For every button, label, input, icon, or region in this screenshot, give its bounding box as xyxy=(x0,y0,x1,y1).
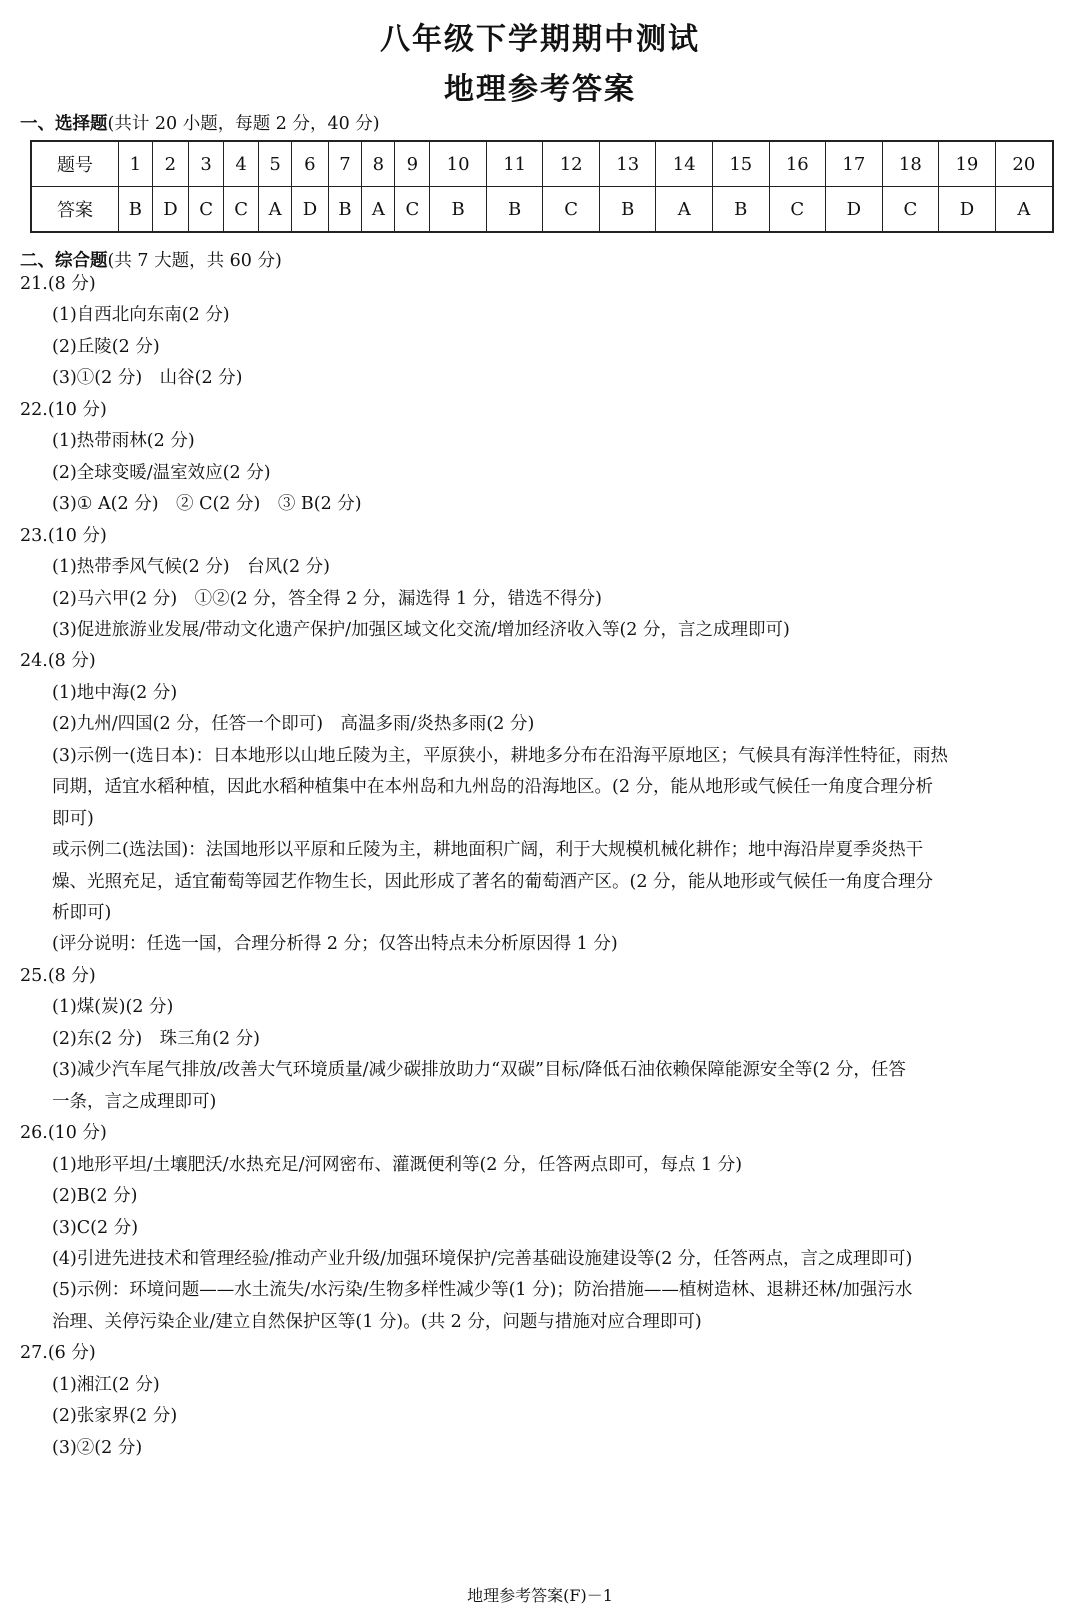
answer-cell: C xyxy=(769,187,826,233)
answer-line: (3)①(2 分) 山谷(2 分) xyxy=(52,368,243,389)
section-choice-heading xyxy=(20,110,380,135)
answer-line: (2)九州/四国(2 分，任答一个即可) 高温多雨/炎热多雨(2 分) xyxy=(52,714,535,735)
answer-line: (1)自西北向东南(2 分) xyxy=(52,305,230,326)
page-title: 八年级下学期期中测试 xyxy=(380,22,700,57)
answer-line: (1)湘江(2 分) xyxy=(52,1374,160,1395)
answer-line: 即可) xyxy=(52,808,94,829)
question-number-cell: 4 xyxy=(224,141,259,187)
answer-cell: B xyxy=(713,187,770,233)
question-number-cell: 8 xyxy=(362,141,395,187)
question-heading: 22.(10 分) xyxy=(20,399,107,420)
question-number-cell: 18 xyxy=(882,141,939,187)
answer-cell: B xyxy=(119,187,153,233)
answer-line: (2)马六甲(2 分) ①②(2 分，答全得 2 分，漏选得 1 分，错选不得分) xyxy=(52,588,603,609)
answer-line: (3)C(2 分) xyxy=(52,1217,139,1238)
section-note: (共计 20 小题，每题 2 分，40 分) xyxy=(107,114,380,134)
answer-line: (3)示例一(选日本)：日本地形以山地丘陵为主，平原狭小，耕地多分布在沿海平原地区；气候具有海洋性特征，雨热 xyxy=(52,745,948,766)
section-label: 一、选择题 xyxy=(20,114,108,134)
question-number-cell: 2 xyxy=(152,141,189,187)
answer-line: (1)热带季风气候(2 分) 台风(2 分) xyxy=(52,557,330,578)
row-header-question: 题号 xyxy=(31,141,119,187)
answer-line: (2)B(2 分) xyxy=(52,1186,138,1207)
answer-line: (1)地形平坦/土壤肥沃/水热充足/河网密布、灌溉便利等(2 分，任答两点即可，每点 1 分) xyxy=(52,1154,743,1175)
page-footer: 地理参考答案(F)－1 xyxy=(467,1586,613,1605)
answer-line: (3)① A(2 分) ② C(2 分) ③ B(2 分) xyxy=(52,494,362,515)
answer-row xyxy=(31,187,1053,233)
answer-line: (4)引进先进技术和管理经验/推动产业升级/加强环境保护/完善基础设施建设等(2 分，任答两点，言之成理即可) xyxy=(52,1248,913,1269)
answer-cell: B xyxy=(486,187,543,233)
answer-cell: B xyxy=(430,187,487,233)
answer-line: (3)减少汽车尾气排放/改善大气环境质量/减少碳排放助力“双碳”目标/降低石油依赖保障能源安全等(2 分，任答 xyxy=(52,1060,906,1081)
question-number-cell: 7 xyxy=(328,141,362,187)
row-header-answer: 答案 xyxy=(31,187,119,233)
answer-cell: C xyxy=(882,187,939,233)
answer-line: (1)热带雨林(2 分) xyxy=(52,431,195,452)
question-number-cell: 17 xyxy=(826,141,883,187)
answer-cell: A xyxy=(656,187,713,233)
answer-line: 燥、光照充足，适宜葡萄等园艺作物生长，因此形成了著名的葡萄酒产区。(2 分，能从地形或气候任一角度合理分 xyxy=(52,871,934,892)
answer-line: (2)张家界(2 分) xyxy=(52,1406,178,1427)
answer-cell: A xyxy=(995,187,1053,233)
question-number-cell: 19 xyxy=(939,141,996,187)
answer-line: (1)地中海(2 分) xyxy=(52,682,178,703)
section-label: 二、综合题 xyxy=(20,251,108,271)
question-heading: 25.(8 分) xyxy=(20,965,96,986)
answer-cell: C xyxy=(395,187,430,233)
answer-line: 析即可) xyxy=(52,903,112,923)
question-number-cell: 3 xyxy=(189,141,224,187)
question-number-cell: 5 xyxy=(259,141,292,187)
answer-cell: D xyxy=(826,187,883,233)
answer-line: 同期，适宜水稻种植，因此水稻种植集中在本州岛和九州岛的沿海地区。(2 分，能从地形或气候任一角度合理分析 xyxy=(52,777,934,798)
question-number-cell: 6 xyxy=(292,141,329,187)
answer-line: 或示例二(选法国)：法国地形以平原和丘陵为主，耕地面积广阔，利于大规模机械化耕作；地中海沿岸夏季炎热干 xyxy=(52,840,924,861)
answer-table xyxy=(30,140,1054,233)
section-note: (共 7 大题，共 60 分) xyxy=(107,251,282,271)
page-subtitle: 地理参考答案 xyxy=(444,72,636,107)
answer-line: 治理、关停污染企业/建立自然保护区等(1 分)。(共 2 分，问题与措施对应合理即可) xyxy=(52,1311,702,1332)
answer-cell: C xyxy=(189,187,224,233)
question-number-cell: 13 xyxy=(599,141,656,187)
question-heading: 24.(8 分) xyxy=(20,651,96,672)
question-number-cell: 14 xyxy=(656,141,713,187)
question-heading: 27.(6 分) xyxy=(20,1343,96,1364)
answer-line: (1)煤(炭)(2 分) xyxy=(52,997,174,1018)
question-number-cell: 10 xyxy=(430,141,487,187)
question-number-cell: 11 xyxy=(486,141,543,187)
answer-line: (5)示例：环境问题——水土流失/水污染/生物多样性减少等(1 分)；防治措施——植树造林、退耕还林/加强污水 xyxy=(52,1280,913,1301)
answer-line: (3)促进旅游业发展/带动文化遗产保护/加强区域文化交流/增加经济收入等(2 分，言之成理即可) xyxy=(52,619,790,640)
answer-cell: D xyxy=(292,187,329,233)
question-number-cell: 15 xyxy=(713,141,770,187)
answer-cell: C xyxy=(224,187,259,233)
question-number-cell: 12 xyxy=(543,141,600,187)
answer-cell: D xyxy=(939,187,996,233)
answer-line: 一条，言之成理即可) xyxy=(52,1091,217,1112)
question-number-cell: 1 xyxy=(119,141,153,187)
question-heading: 26.(10 分) xyxy=(20,1123,107,1144)
question-heading: 23.(10 分) xyxy=(20,525,107,546)
question-number-cell: 16 xyxy=(769,141,826,187)
answer-cell: D xyxy=(152,187,189,233)
question-number-row xyxy=(31,141,1053,187)
question-heading: 21.(8 分) xyxy=(20,274,96,294)
answer-line: (2)丘陵(2 分) xyxy=(52,336,160,357)
answer-cell: A xyxy=(259,187,292,233)
answer-line: (2)东(2 分) 珠三角(2 分) xyxy=(52,1028,260,1049)
question-number-cell: 20 xyxy=(995,141,1053,187)
answer-cell: B xyxy=(328,187,362,233)
answer-line: (3)②(2 分) xyxy=(52,1437,143,1458)
section-comprehensive-heading xyxy=(20,247,282,272)
answer-cell: A xyxy=(362,187,395,233)
answer-line: (评分说明：任选一国，合理分析得 2 分；仅答出特点未分析原因得 1 分) xyxy=(52,934,618,955)
question-number-cell: 9 xyxy=(395,141,430,187)
answer-line: (2)全球变暖/温室效应(2 分) xyxy=(52,462,271,483)
answer-cell: C xyxy=(543,187,600,233)
answer-cell: B xyxy=(599,187,656,233)
